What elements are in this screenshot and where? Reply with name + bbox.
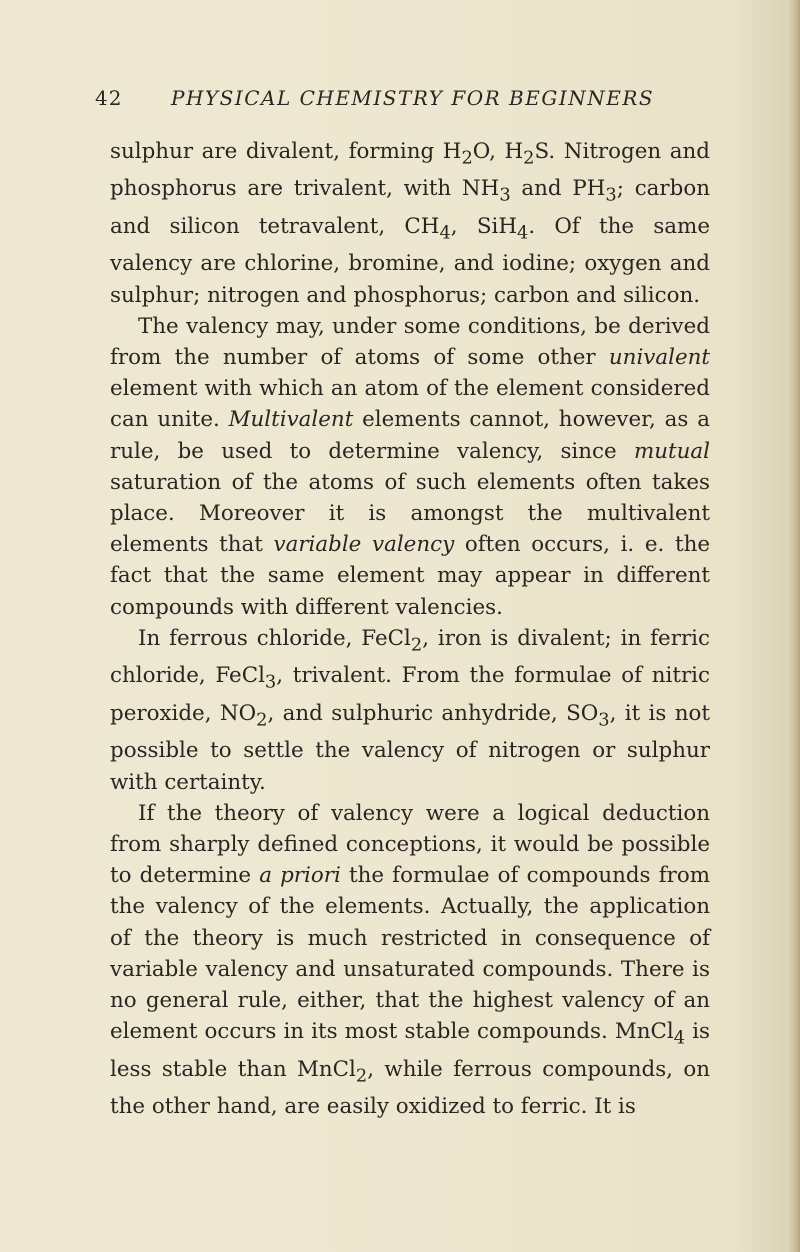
page-number: 42 (95, 86, 123, 110)
running-header (95, 86, 705, 114)
paragraph: In ferrous chloride, FeCl$_2$, iron is divalent; in ferric chloride, FeCl$_3$, trivalent. From the formulae of nitric peroxide, $NO_2$, and sulphuric anhydride, $SO_3$, it is not possible to settle the valency of nitrogen or sulphur with certainty. (110, 625, 710, 795)
paragraph: The valency may, under some conditions, be derived from the number of atoms of some other univalent element with which an atom of the element considered can unite. Multivalent elements cannot, however, as a rule, be used to determine valency, since mutual saturation of the atoms of such elements often takes place. Moreover it is amongst the multivalent elements that variable valency often occurs, i. e. the fact that the same element may appear in different compounds with different valencies. (110, 313, 711, 620)
paragraph: sulphur are divalent, forming $H_2O$, $H_2S$. Nitrogen and phosphorus are trivalent, with $NH_3$ and $PH_3$; carbon and silicon tetravalent, $CH_4$, SiH$_4$. Of the same valency are chlorine, bromine, and iodine; oxygen and sulphur; nitrogen and phosphorus; carbon and silicon. (110, 139, 711, 308)
running-title: PHYSICAL CHEMISTRY FOR BEGINNERS (171, 86, 655, 110)
page-edge (786, 0, 800, 1252)
paragraph: If the theory of valency were a logical deduction from sharply defined conceptions, it would be possible to determine a priori the formulae of compounds from the valency of the elements. Actually, the application of the theory is much restricted in consequence of variable valency and unsaturated compounds. There is no general rule, either, that the highest valency of an element occurs in its most stable compounds. MnCl$_4$ is less stable than MnCl$_2$, while ferrous compounds, on the other hand, are easily oxidized to ferric. It is (110, 800, 711, 1120)
body-text (110, 136, 710, 1122)
